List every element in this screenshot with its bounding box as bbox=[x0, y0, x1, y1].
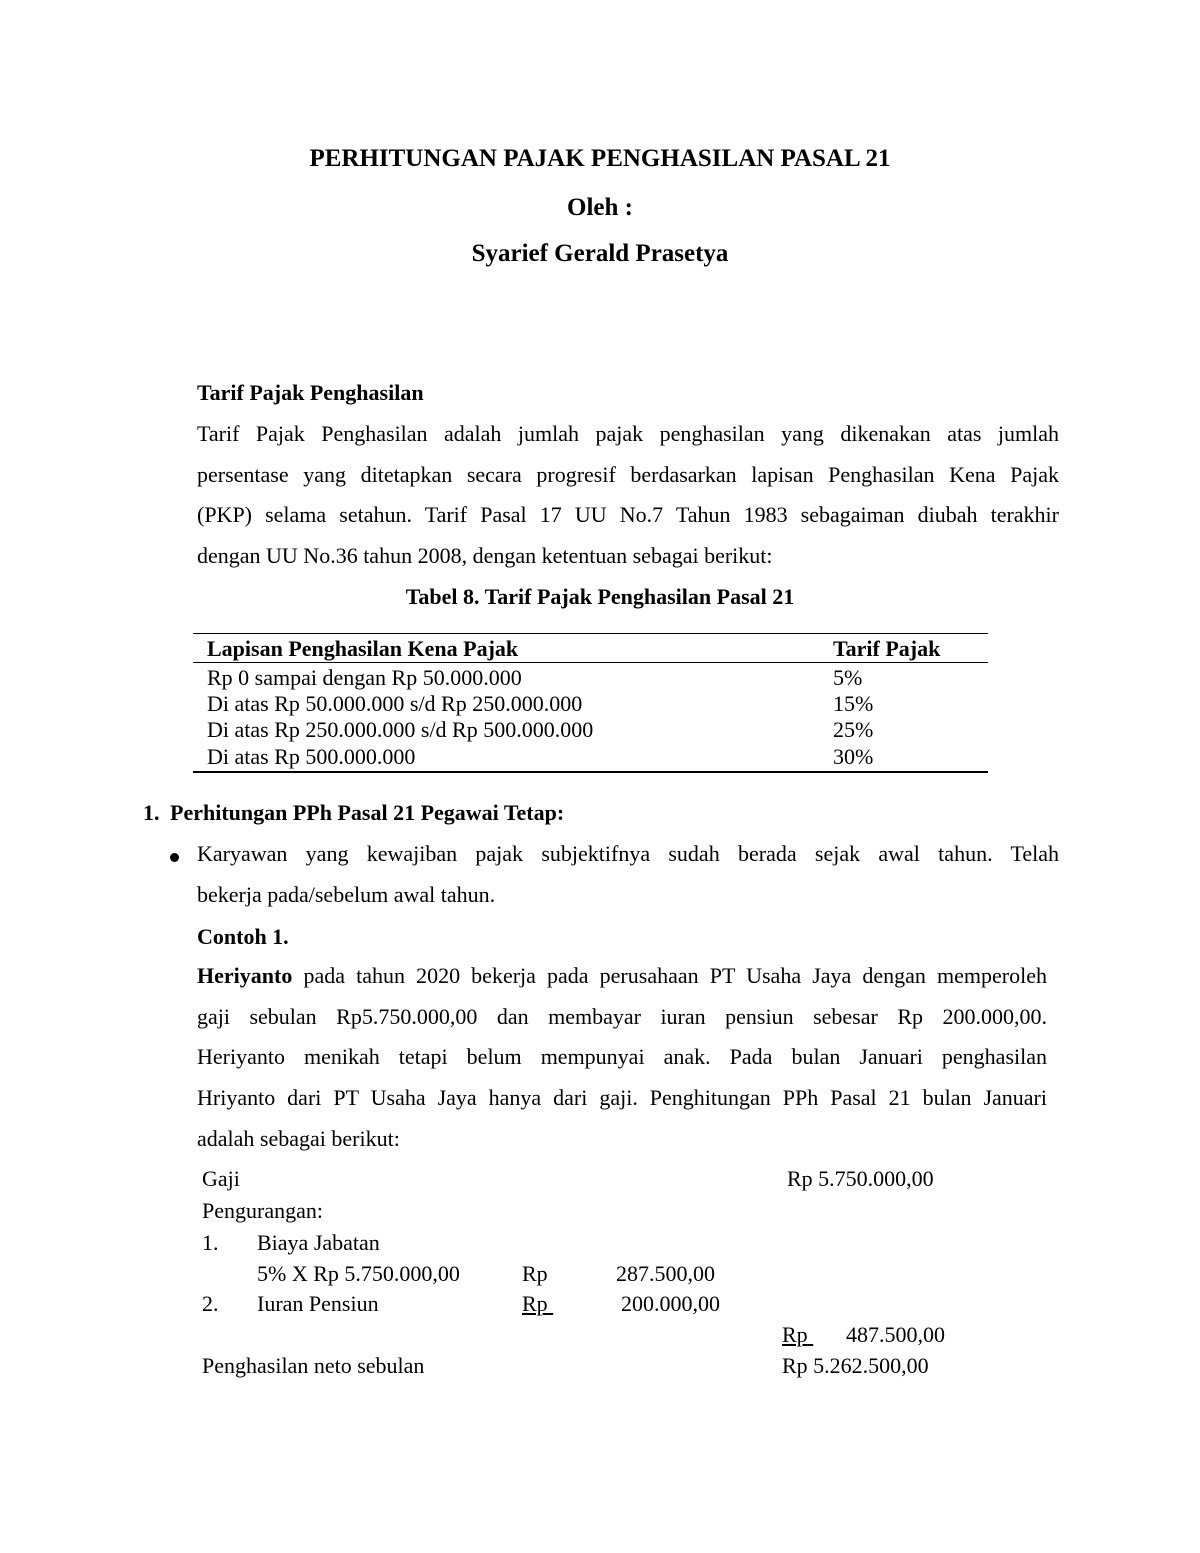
bullet-icon bbox=[170, 853, 179, 862]
calc-gaji-label: Gaji bbox=[202, 1166, 240, 1191]
calc-item2-number: 2. bbox=[202, 1291, 219, 1316]
document-title: PERHITUNGAN PAJAK PENGHASILAN PASAL 21 bbox=[309, 145, 891, 172]
example-line: gaji sebulan Rp5.750.000,00 dan membayar iuran pensiun sebesar Rp 200.000,00. bbox=[197, 1003, 1047, 1029]
tarif-line: persentase yang ditetapkan secara progresif berdasarkan lapisan Penghasilan Kena Pajak bbox=[197, 461, 1059, 487]
calc-item1-label: Biaya Jabatan bbox=[257, 1230, 380, 1255]
table-cell-tarif: 15% bbox=[833, 691, 874, 716]
tarif-heading: Tarif Pajak Penghasilan bbox=[197, 380, 424, 405]
tarif-line: dengan UU No.36 tahun 2008, dengan ketentuan sebagai berikut: bbox=[197, 543, 773, 569]
tarif-line: (PKP) selama setahun. Tarif Pasal 17 UU No.7 Tahun 1983 sebagaiman diubah terakhir bbox=[197, 502, 1059, 528]
calc-pengurangan-label: Pengurangan: bbox=[202, 1198, 323, 1223]
calc-total-group bbox=[782, 1322, 945, 1348]
table-cell-tarif: 5% bbox=[833, 665, 863, 690]
table-cell-lapisan: Rp 0 sampai dengan Rp 50.000.000 bbox=[207, 665, 522, 690]
calc-item2-rp: Rp bbox=[522, 1291, 548, 1316]
example-line bbox=[197, 956, 1047, 997]
example-line-text: pada tahun 2020 bekerja pada perusahaan PT Usaha Jaya dengan memperoleh bbox=[292, 963, 1047, 988]
example-line: Hriyanto dari PT Usaha Jaya hanya dari gaji. Penghitungan PPh Pasal 21 bulan Januari bbox=[197, 1085, 1047, 1111]
table-header-tarif: Tarif Pajak bbox=[833, 636, 941, 661]
calc-total-rp: Rp bbox=[782, 1322, 808, 1347]
calc-item2-amount: 200.000,00 bbox=[621, 1291, 720, 1316]
table-header-lapisan: Lapisan Penghasilan Kena Pajak bbox=[207, 636, 519, 661]
table-cell-lapisan: Di atas Rp 250.000.000 s/d Rp 500.000.000 bbox=[207, 717, 594, 742]
table-cell-lapisan: Di atas Rp 500.000.000 bbox=[207, 744, 416, 769]
calc-item2-label: Iuran Pensiun bbox=[257, 1291, 379, 1316]
calc-gaji-value: Rp 5.750.000,00 bbox=[787, 1166, 934, 1191]
example-name: Heriyanto bbox=[197, 963, 293, 988]
by-label: Oleh : bbox=[567, 194, 633, 221]
example-title: Contoh 1. bbox=[197, 924, 289, 949]
table-cell-tarif: 25% bbox=[833, 717, 874, 742]
section-number: 1. bbox=[143, 800, 160, 825]
table-bottom-rule bbox=[193, 771, 988, 773]
calc-total-amount: 487.500,00 bbox=[846, 1322, 945, 1347]
table-top-rule bbox=[193, 633, 988, 634]
example-line: adalah sebagai berikut: bbox=[197, 1125, 400, 1151]
example-line: Heriyanto menikah tetapi belum mempunyai anak. Pada bulan Januari penghasilan bbox=[197, 1044, 1047, 1070]
table-header-rule bbox=[193, 662, 988, 663]
calc-neto-label: Penghasilan neto sebulan bbox=[202, 1353, 425, 1378]
table-cell-lapisan: Di atas Rp 50.000.000 s/d Rp 250.000.000 bbox=[207, 691, 583, 716]
author-name: Syarief Gerald Prasetya bbox=[471, 240, 729, 267]
bullet-line: bekerja pada/sebelum awal tahun. bbox=[197, 881, 496, 907]
calc-item1-rp: Rp bbox=[522, 1261, 548, 1286]
bullet-paragraph bbox=[197, 834, 1059, 915]
calc-item1-formula: 5% X Rp 5.750.000,00 bbox=[257, 1261, 460, 1286]
table-caption: Tabel 8. Tarif Pajak Penghasilan Pasal 21 bbox=[405, 584, 795, 609]
calc-item1-amount: 287.500,00 bbox=[616, 1261, 715, 1286]
calc-neto-value: Rp 5.262.500,00 bbox=[782, 1353, 929, 1378]
tarif-line: Tarif Pajak Penghasilan adalah jumlah pajak penghasilan yang dikenakan atas jumlah bbox=[197, 421, 1059, 446]
table-cell-tarif: 30% bbox=[833, 744, 874, 769]
bullet-line: Karyawan yang kewajiban pajak subjektifnya sudah berada sejak awal tahun. Telah bbox=[197, 841, 1059, 866]
calc-item2-amount-group bbox=[522, 1291, 720, 1317]
calc-item1-number: 1. bbox=[202, 1230, 219, 1255]
tarif-paragraph bbox=[197, 414, 1059, 577]
section-heading: Perhitungan PPh Pasal 21 Pegawai Tetap: bbox=[170, 800, 565, 825]
example-paragraph bbox=[197, 956, 1047, 1159]
